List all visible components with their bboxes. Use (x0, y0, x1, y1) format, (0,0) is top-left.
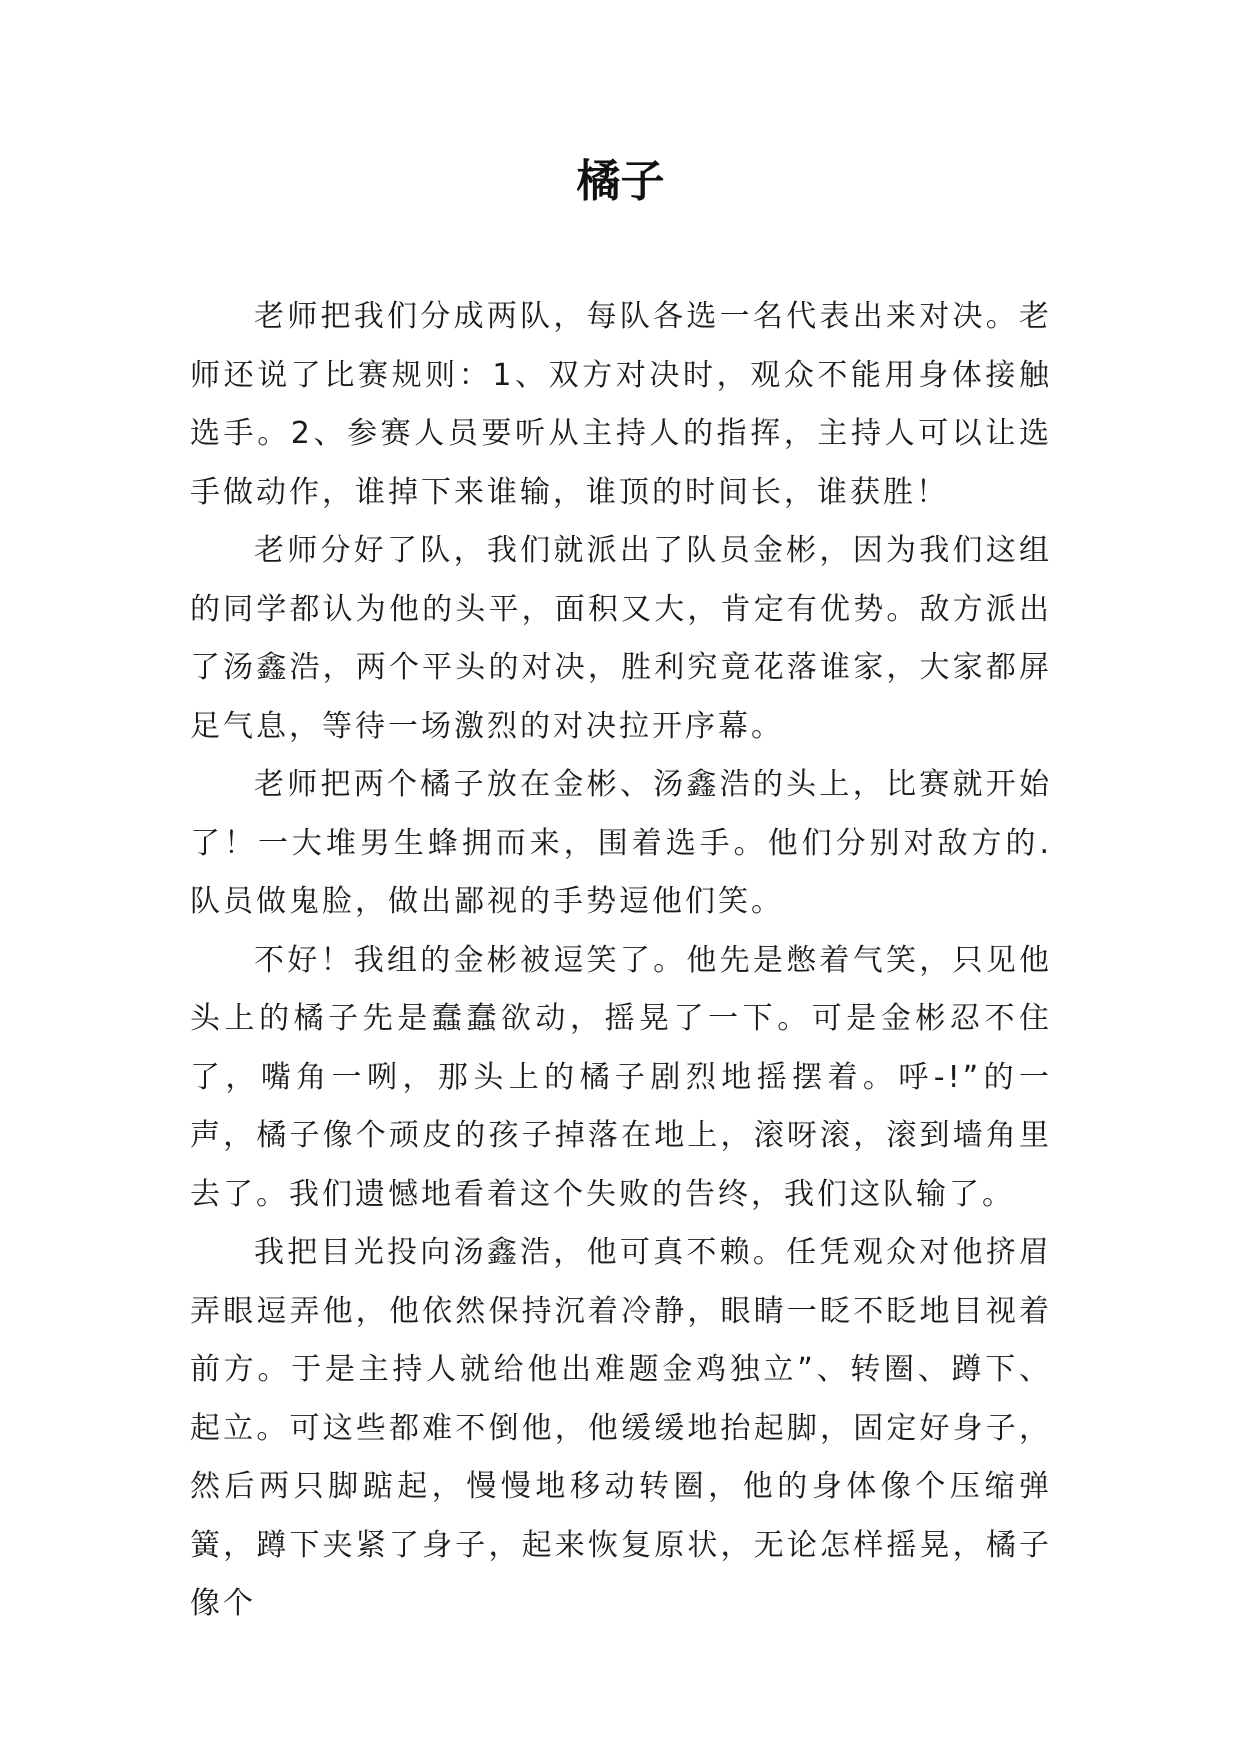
paragraph: 老师分好了队，我们就派出了队员金彬，因为我们这组的同学都认为他的头平，面积又大，肯定有优势。敌方派出了汤鑫浩，两个平头的对决，胜利究竟花落谁家，大家都屏足气息，等待一场激烈的对决拉开序幕。 (190, 533, 1052, 744)
article-body (190, 288, 1052, 1634)
paragraph: 不好！我组的金彬被逗笑了。他先是憋着气笑，只见他头上的橘子先是蠢蠢欲动，摇晃了一下。可是金彬忍不住了，嘴角一咧，那头上的橘子剧烈地摇摆着。呼-!”的一声，橘子像个顽皮的孩子掉落在地上，滚呀滚，滚到墙角里去了。我们遗憾地看着这个失败的告终，我们这队输了。 (190, 942, 1052, 1212)
paragraph: 老师把两个橘子放在金彬、汤鑫浩的头上，比赛就开始了！一大堆男生蜂拥而来，围着选手。他们分别对敌方的.队员做鬼脸，做出鄙视的手势逗他们笑。 (190, 767, 1052, 919)
paragraph: 老师把我们分成两队，每队各选一名代表出来对决。老师还说了比赛规则：1、双方对决时，观众不能用身体接触选手。2、参赛人员要听从主持人的指挥，主持人可以让选手做动作，谁掉下来谁输，谁顶的时间长，谁获胜！ (190, 299, 1052, 510)
document-title: 橘子 (576, 156, 665, 207)
paragraph: 我把目光投向汤鑫浩，他可真不赖。任凭观众对他挤眉弄眼逗弄他，他依然保持沉着冷静，眼睛一眨不眨地目视着前方。于是主持人就给他出难题金鸡独立”、转圈、蹲下、起立。可这些都难不倒他，他缓缓地抬起脚，固定好身子，然后两只脚踮起，慢慢地移动转圈，他的身体像个压缩弹簧，蹲下夹紧了身子，起来恢复原状，无论怎样摇晃，橘子像个 (190, 1235, 1052, 1621)
